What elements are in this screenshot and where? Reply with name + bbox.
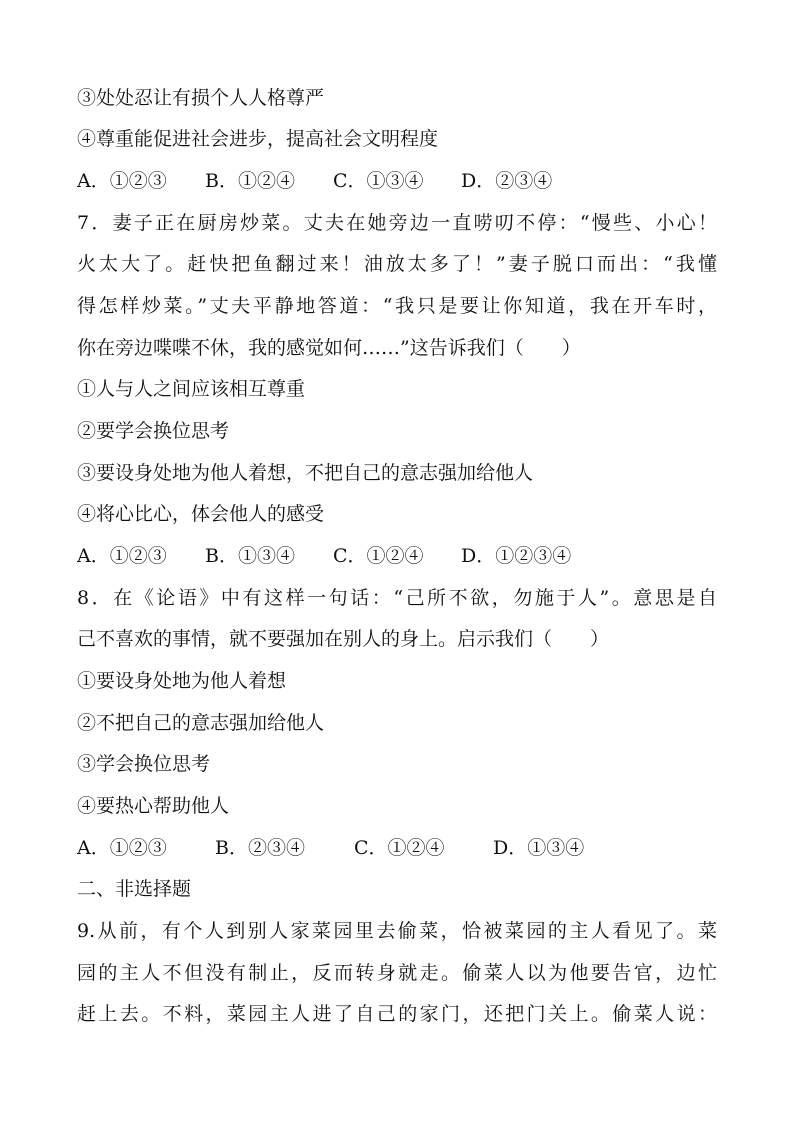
- q8-options: [77, 835, 717, 861]
- q7-stem-line-3: 得怎样炒菜。”丈夫平静地答道：“我只是要让你知道，我在开车时，: [77, 295, 717, 317]
- q9-stem-line-1: 9.从前，有个人到别人家菜园里去偷菜，恰被菜园的主人看见了。菜: [77, 920, 717, 942]
- q6-option-c: C．①③④: [333, 170, 424, 192]
- q9-stem-line-2: 园的主人不但没有制止，反而转身就走。偷菜人以为他要告官，边忙: [77, 962, 717, 984]
- q6-options: [77, 168, 717, 194]
- q7-statement-2: ②要学会换位思考: [77, 420, 230, 442]
- q8-stem-line-1: 8．在《论语》中有这样一句话：“己所不欲，勿施于人”。意思是自: [77, 587, 717, 609]
- q8-option-a: A．①②③: [77, 837, 167, 859]
- q8-statement-2: ②不把自己的意志强加给他人: [77, 712, 325, 734]
- q6-option-a: A．①②③: [77, 170, 167, 192]
- q7-stem-line-1: 7．妻子正在厨房炒菜。丈夫在她旁边一直唠叨不停：“慢些、小心！: [77, 212, 717, 234]
- q8-statement-4: ④要热心帮助他人: [77, 795, 230, 817]
- q6-option-b: B．①②④: [205, 170, 295, 192]
- q8-option-d: D．①③④: [493, 837, 585, 859]
- q8-option-c: C．①②④: [354, 837, 445, 859]
- q7-stem-line-4: 你在旁边喋喋不休，我的感觉如何……”这告诉我们（ ）: [77, 337, 581, 359]
- q8-option-b: B．②③④: [215, 837, 305, 859]
- q9-stem-line-3: 赶上去。不料，菜园主人进了自己的家门，还把门关上。偷菜人说：: [77, 1003, 717, 1025]
- statement-4: ④尊重能促进社会进步，提高社会文明程度: [77, 128, 439, 150]
- q8-statement-1: ①要设身处地为他人着想: [77, 670, 287, 692]
- q7-statement-4: ④将心比心，体会他人的感受: [77, 503, 325, 525]
- q8-stem-line-2: 己不喜欢的事情，就不要强加在别人的身上。启示我们（ ）: [77, 628, 610, 650]
- section-heading: 二、非选择题: [77, 878, 192, 900]
- q8-statement-3: ③学会换位思考: [77, 753, 211, 775]
- q7-statement-1: ①人与人之间应该相互尊重: [77, 378, 306, 400]
- q7-option-c: C．①②④: [333, 545, 424, 567]
- q7-option-a: A．①②③: [77, 545, 167, 567]
- q7-option-b: B．①③④: [205, 545, 295, 567]
- q7-stem-line-2: 火太大了。赶快把鱼翻过来！油放太多了！”妻子脱口而出：“我懂: [77, 253, 717, 275]
- q7-option-d: D．①②③④: [461, 545, 572, 567]
- q7-options: [77, 543, 717, 569]
- q7-statement-3: ③要设身处地为他人着想，不把自己的意志强加给他人: [77, 462, 534, 484]
- q6-option-d: D．②③④: [461, 170, 553, 192]
- statement-3: ③处处忍让有损个人人格尊严: [77, 87, 325, 109]
